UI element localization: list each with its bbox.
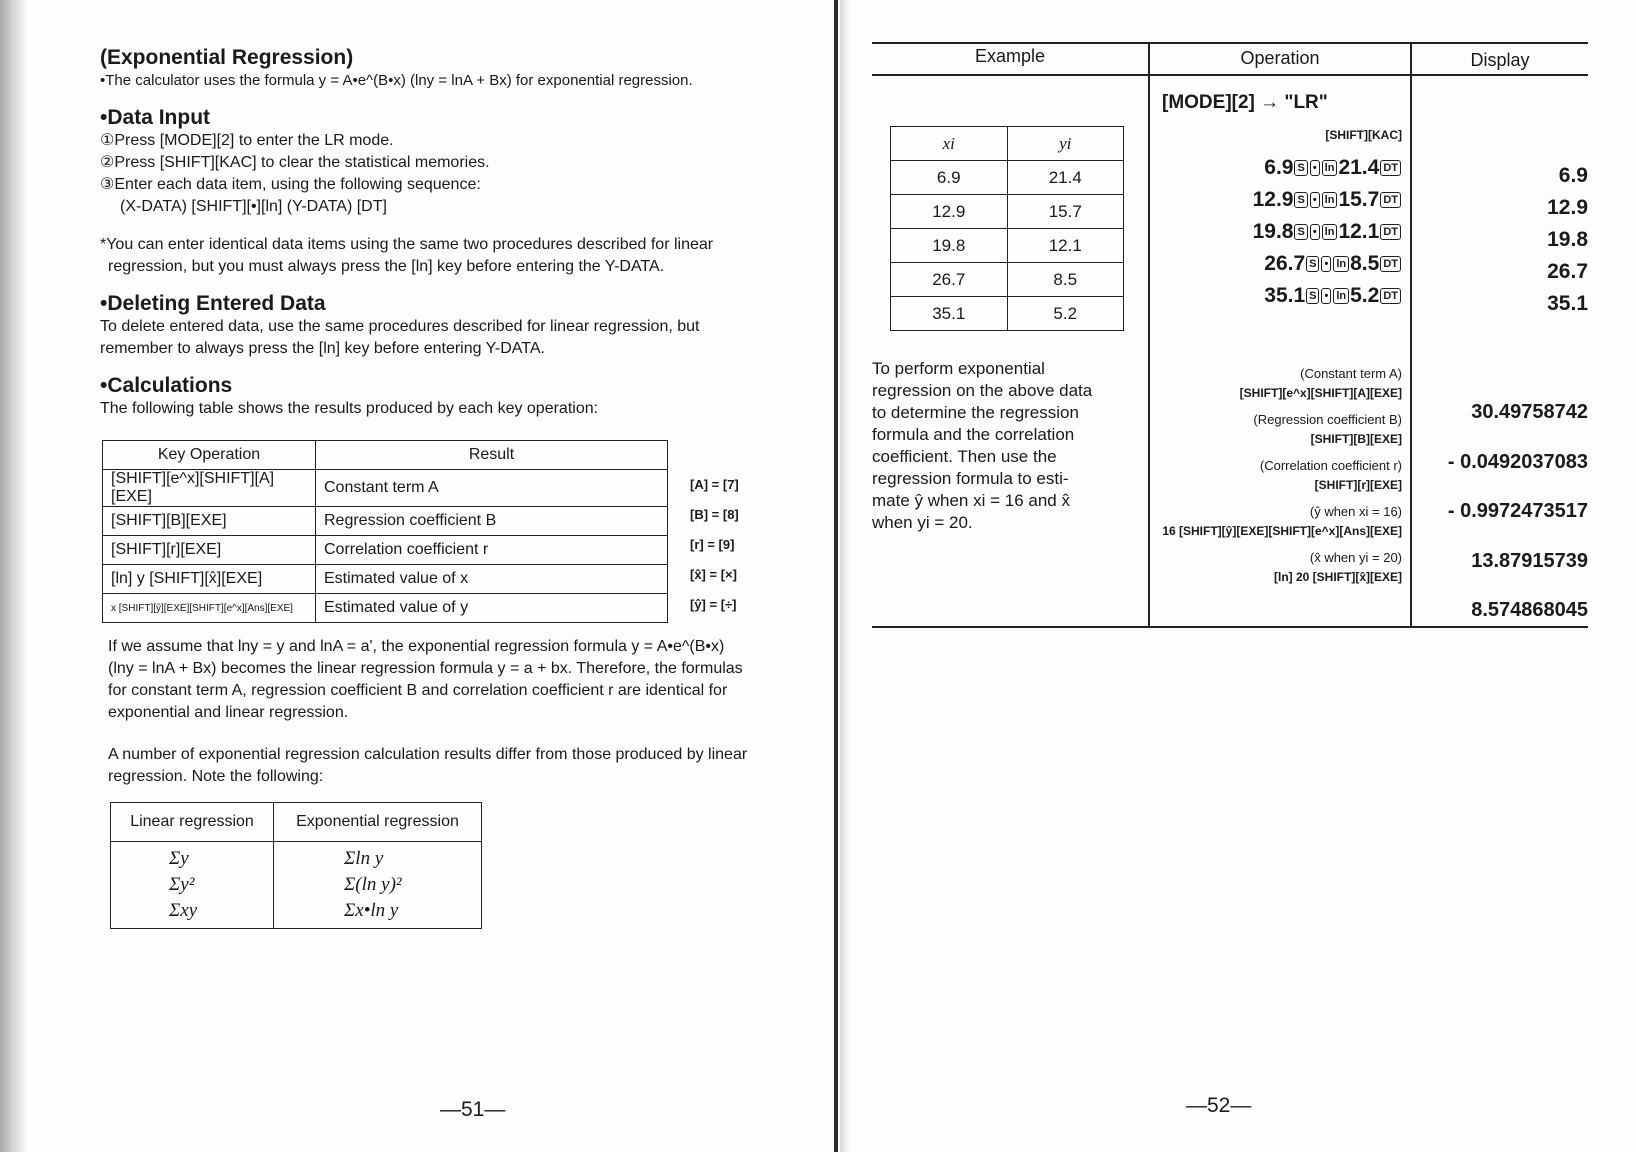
table-row bbox=[891, 161, 1124, 195]
display-value: 35.1 bbox=[1547, 292, 1588, 315]
para-line: If we assume that lny = y and lnA = a', the exponential regression formula y = A•e^(B•x) bbox=[108, 638, 725, 655]
description-line: to determine the regression bbox=[872, 403, 1079, 422]
comma-key-icon: • bbox=[1321, 256, 1331, 272]
entry-y: 15.7 bbox=[1338, 188, 1380, 211]
op-keys: [SHIFT][e^x][SHIFT][A][EXE] bbox=[1239, 386, 1402, 400]
description-line: regression on the above data bbox=[872, 381, 1093, 400]
calc-operations bbox=[1160, 366, 1402, 616]
header-key-operation: Key Operation bbox=[103, 441, 316, 470]
description-line: coefficient. Then use the bbox=[872, 447, 1057, 466]
display-value: 30.49758742 bbox=[1471, 401, 1588, 423]
entry-x: 12.9 bbox=[1252, 188, 1294, 211]
op-caption: (Regression coefficient B) bbox=[1253, 412, 1402, 427]
entry-op bbox=[1264, 284, 1402, 308]
key-sequence: [SHIFT][B][EXE] bbox=[103, 507, 316, 536]
display-value: 26.7 bbox=[1547, 260, 1588, 283]
dt-key-icon: DT bbox=[1380, 192, 1401, 208]
key-sequence: [SHIFT][r][EXE] bbox=[103, 536, 316, 565]
key-equivalents bbox=[690, 470, 770, 620]
data-table bbox=[890, 126, 1124, 331]
entry-y: 21.4 bbox=[1338, 156, 1380, 179]
result-text: Regression coefficient B bbox=[316, 507, 668, 536]
paragraph-assumption bbox=[108, 636, 828, 724]
sum-xy: Σxy bbox=[169, 900, 198, 921]
para-line: for constant term A, regression coefficient B and correlation coefficient r are identical for bbox=[108, 682, 728, 699]
calc-displays bbox=[1412, 388, 1588, 636]
display-value: 19.8 bbox=[1547, 228, 1588, 251]
entry-op bbox=[1253, 188, 1402, 212]
entry-operations bbox=[1160, 156, 1402, 316]
display-value: 8.574868045 bbox=[1471, 599, 1588, 621]
result-text: Constant term A bbox=[316, 470, 668, 507]
paragraph-differences bbox=[108, 744, 828, 788]
sum-ln-y: Σln y bbox=[344, 848, 384, 869]
shift-key-icon: S bbox=[1294, 192, 1307, 208]
table-row bbox=[103, 594, 668, 623]
table-row bbox=[103, 507, 668, 536]
key-operation-table bbox=[102, 440, 668, 623]
xi-value: 12.9 bbox=[891, 195, 1008, 229]
header-yi: yi bbox=[1007, 127, 1124, 161]
table-row bbox=[103, 470, 668, 507]
entry-y: 8.5 bbox=[1350, 252, 1380, 275]
data-input-sequence: (X-DATA) [SHIFT][•][ln] (Y-DATA) [DT] bbox=[120, 198, 387, 215]
sum-y-squared: Σy² bbox=[169, 874, 195, 895]
sum-x-ln-y: Σx•ln y bbox=[344, 900, 399, 921]
header-rule-top bbox=[872, 42, 1588, 44]
data-input-step3: ③Enter each data item, using the following sequence: bbox=[100, 176, 481, 193]
display-value: 6.9 bbox=[1558, 164, 1588, 187]
table-row bbox=[103, 536, 668, 565]
description-line: regression formula to esti- bbox=[872, 469, 1069, 488]
entry-x: 6.9 bbox=[1264, 156, 1294, 179]
deleting-text1: To delete entered data, use the same procedures described for linear regression, but bbox=[100, 318, 700, 335]
data-input-step2: ②Press [SHIFT][KAC] to clear the statistical memories. bbox=[100, 154, 490, 171]
header-display: Display bbox=[1470, 50, 1530, 70]
key-equivalent-yhat: [ŷ] = [÷] bbox=[690, 597, 737, 612]
ln-key-icon: ln bbox=[1322, 224, 1338, 240]
column-divider-1 bbox=[1148, 42, 1150, 628]
page-edge-shadow bbox=[0, 0, 28, 1152]
xi-value: 19.8 bbox=[891, 229, 1008, 263]
yi-value: 15.7 bbox=[1007, 195, 1124, 229]
key-sequence: [ln] y [SHIFT][x̂][EXE] bbox=[103, 565, 316, 594]
deleting-text2: remember to always press the [ln] key before entering Y-DATA. bbox=[100, 340, 545, 357]
op-keys: [SHIFT][B][EXE] bbox=[1310, 432, 1402, 446]
mode-line: [MODE][2] → "LR" bbox=[1162, 92, 1328, 113]
display-value: - 0.9972473517 bbox=[1447, 500, 1588, 522]
comma-key-icon: • bbox=[1310, 224, 1320, 240]
key-equivalent-xhat: [x̂] = [×] bbox=[690, 567, 737, 582]
dt-key-icon: DT bbox=[1380, 256, 1401, 272]
xi-value: 35.1 bbox=[891, 297, 1008, 331]
page-number-left: —51— bbox=[440, 1098, 506, 1121]
kac-keys: [SHIFT][KAC] bbox=[1325, 128, 1402, 142]
xi-value: 6.9 bbox=[891, 161, 1008, 195]
exponential-sums bbox=[274, 842, 482, 929]
result-text: Estimated value of y bbox=[316, 594, 668, 623]
yi-value: 12.1 bbox=[1007, 229, 1124, 263]
header-example: Example bbox=[974, 46, 1046, 66]
data-input-step1: ①Press [MODE][2] to enter the LR mode. bbox=[100, 132, 394, 149]
data-input-heading: •Data Input bbox=[100, 106, 211, 129]
key-equivalent-a: [A] = [7] bbox=[690, 477, 739, 492]
shift-key-icon: S bbox=[1294, 160, 1307, 176]
dt-key-icon: DT bbox=[1380, 160, 1401, 176]
page-number-right: —52— bbox=[1186, 1094, 1252, 1117]
table-row bbox=[891, 229, 1124, 263]
calculations-intro: The following table shows the results produced by each key operation: bbox=[100, 400, 599, 417]
note-line2: regression, but you must always press the [ln] key before entering the Y-DATA. bbox=[108, 258, 665, 275]
yi-value: 21.4 bbox=[1007, 161, 1124, 195]
entry-x: 35.1 bbox=[1264, 284, 1306, 307]
header-exponential: Exponential regression bbox=[274, 803, 482, 842]
entry-op bbox=[1264, 252, 1402, 276]
xi-value: 26.7 bbox=[891, 263, 1008, 297]
ln-key-icon: ln bbox=[1322, 192, 1338, 208]
description-line: when yi = 20. bbox=[872, 513, 973, 532]
ln-key-icon: ln bbox=[1322, 160, 1338, 176]
display-value: 13.87915739 bbox=[1471, 549, 1588, 572]
dt-key-icon: DT bbox=[1380, 288, 1401, 304]
key-equivalent-r: [r] = [9] bbox=[690, 537, 735, 552]
entry-op bbox=[1253, 220, 1402, 244]
page-fold-shadow bbox=[840, 0, 850, 1152]
table-row bbox=[103, 565, 668, 594]
description-line: mate ŷ when xi = 16 and x̂ bbox=[872, 491, 1070, 510]
description-line: formula and the correlation bbox=[872, 425, 1075, 444]
key-equivalent-b: [B] = [8] bbox=[690, 507, 739, 522]
entry-y: 5.2 bbox=[1350, 284, 1380, 307]
table-row bbox=[891, 297, 1124, 331]
key-sequence: [SHIFT][e^x][SHIFT][A][EXE] bbox=[103, 470, 316, 507]
table-row bbox=[891, 263, 1124, 297]
display-value: - 0.0492037083 bbox=[1447, 450, 1588, 473]
key-sequence: x [SHIFT][ŷ][EXE][SHIFT][e^x][Ans][EXE] bbox=[103, 594, 316, 623]
yi-value: 8.5 bbox=[1007, 263, 1124, 297]
para-line: (lny = lnA + Bx) becomes the linear regression formula y = a + bx. Therefore, the formulas bbox=[108, 660, 743, 677]
note-line1: *You can enter identical data items using the same two procedures described for linear bbox=[100, 236, 714, 253]
comma-key-icon: • bbox=[1310, 192, 1320, 208]
result-text: Estimated value of x bbox=[316, 565, 668, 594]
page-fold bbox=[834, 0, 838, 1152]
entry-x: 19.8 bbox=[1252, 220, 1294, 243]
left-page bbox=[100, 46, 820, 420]
table-row bbox=[891, 195, 1124, 229]
header-operation: Operation bbox=[1240, 48, 1320, 68]
shift-key-icon: S bbox=[1294, 224, 1307, 240]
para-line: regression. Note the following: bbox=[108, 768, 324, 785]
header-xi: xi bbox=[891, 127, 1008, 161]
header-result: Result bbox=[316, 441, 668, 470]
comparison-table bbox=[110, 802, 482, 929]
result-text: Correlation coefficient r bbox=[316, 536, 668, 565]
calculations-heading: •Calculations bbox=[100, 374, 233, 397]
entry-y: 12.1 bbox=[1338, 220, 1380, 243]
yi-value: 5.2 bbox=[1007, 297, 1124, 331]
dt-key-icon: DT bbox=[1380, 224, 1401, 240]
shift-key-icon: S bbox=[1306, 288, 1319, 304]
para-line: exponential and linear regression. bbox=[108, 704, 349, 721]
display-value: 12.9 bbox=[1547, 196, 1588, 219]
linear-sums bbox=[111, 842, 274, 929]
description-line: To perform exponential bbox=[872, 359, 1045, 378]
op-caption: (x̂ when yi = 20) bbox=[1309, 550, 1402, 565]
header-rule-bottom bbox=[872, 74, 1588, 76]
op-caption: (Constant term A) bbox=[1300, 366, 1402, 381]
op-caption: (ŷ when xi = 16) bbox=[1309, 504, 1402, 519]
deleting-heading: •Deleting Entered Data bbox=[100, 292, 326, 315]
ln-key-icon: ln bbox=[1333, 256, 1349, 272]
sum-ln-y-squared: Σ(ln y)² bbox=[344, 874, 402, 895]
comma-key-icon: • bbox=[1310, 160, 1320, 176]
comma-key-icon: • bbox=[1321, 288, 1331, 304]
ln-key-icon: ln bbox=[1333, 288, 1349, 304]
op-keys: [SHIFT][r][EXE] bbox=[1314, 478, 1402, 492]
formula-line: •The calculator uses the formula y = A•e^(B•x) (lny = lnA + Bx) for exponential regression. bbox=[100, 72, 693, 89]
entry-x: 26.7 bbox=[1264, 252, 1306, 275]
para-line: A number of exponential regression calculation results differ from those produced by linear bbox=[108, 746, 748, 763]
entry-op bbox=[1264, 156, 1402, 180]
example-description bbox=[872, 358, 1142, 534]
sum-y: Σy bbox=[169, 848, 189, 869]
shift-key-icon: S bbox=[1306, 256, 1319, 272]
section-title: (Exponential Regression) bbox=[100, 46, 354, 69]
header-linear: Linear regression bbox=[111, 803, 274, 842]
op-keys: [ln] 20 [SHIFT][x̂][EXE] bbox=[1274, 570, 1402, 584]
entry-displays bbox=[1420, 160, 1588, 320]
op-keys: 16 [SHIFT][ŷ][EXE][SHIFT][e^x][Ans][EXE] bbox=[1162, 524, 1402, 538]
op-caption: (Correlation coefficient r) bbox=[1259, 458, 1402, 473]
